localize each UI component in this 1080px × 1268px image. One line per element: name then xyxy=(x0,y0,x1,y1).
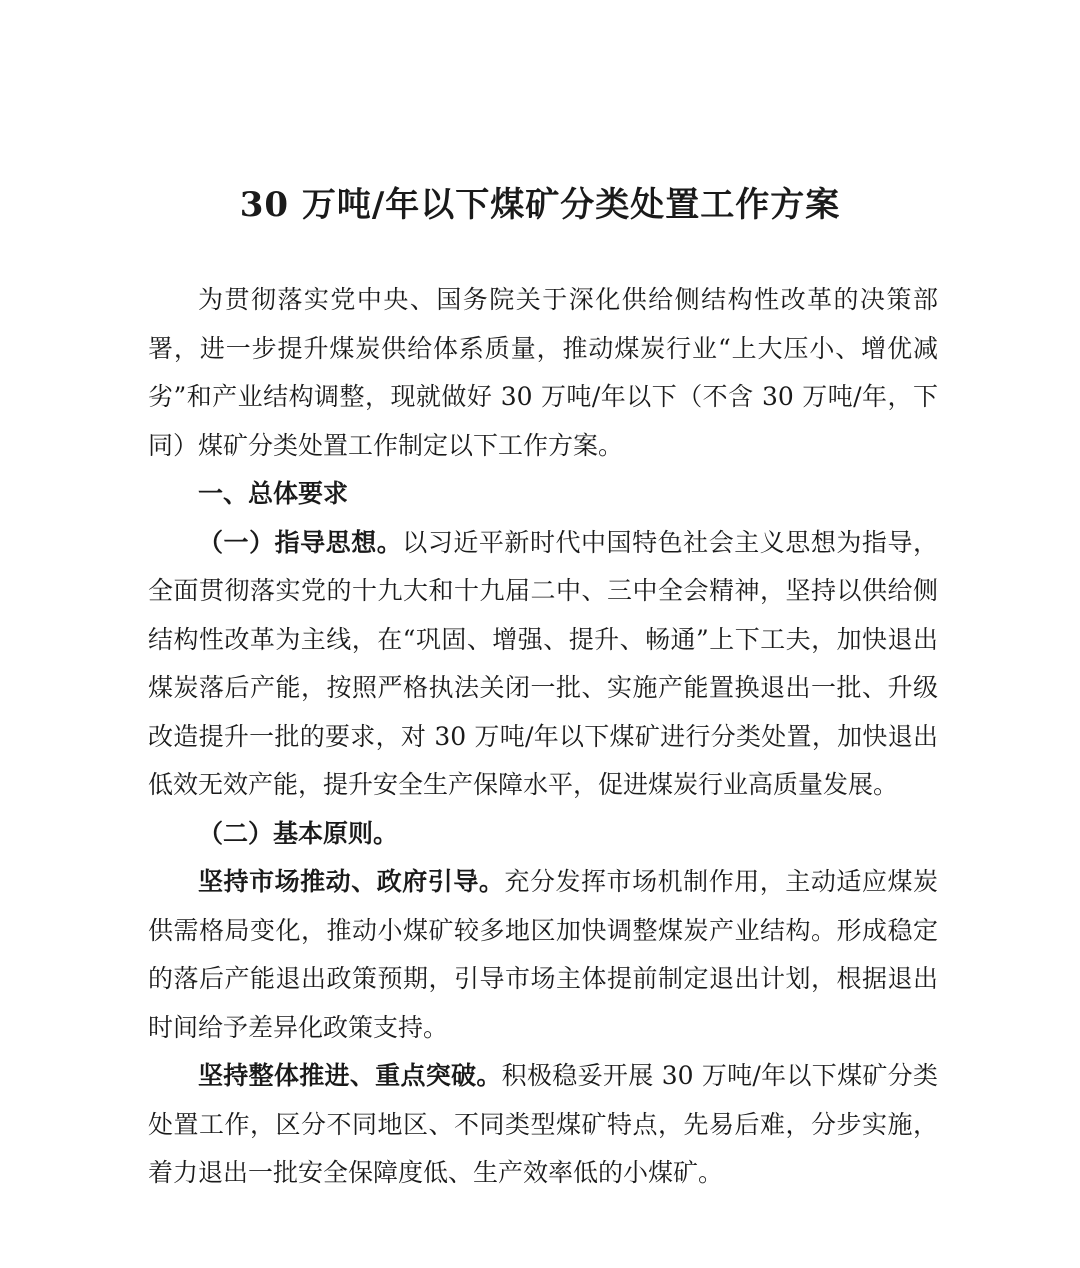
principle-market-paragraph xyxy=(148,858,938,1052)
principle-overall-lead: 坚持整体推进、重点突破。 xyxy=(198,1061,502,1090)
guiding-ideology-text: 以习近平新时代中国特色社会主义思想为指导，全面贯彻落实党的十九大和十九届二中、三中全会精神，坚持以供给侧结构性改革为主线，在“巩固、增强、提升、畅通”上下工夫，加快退出煤炭落后产能，按照严格执法关闭一批、实施产能置换退出一批、升级改造提升一批的要求，对 30 万吨/年以下煤矿进行分类处置，加快退出低效无效产能，提升安全生产保障水平，促进煤炭行业高质量发展。 xyxy=(148,527,938,799)
principle-overall-text: 积极稳妥开展 30 万吨/年以下煤矿分类处置工作，区分不同地区、不同类型煤矿特点，先易后难，分步实施，着力退出一批安全保障度低、生产效率低的小煤矿。 xyxy=(148,1061,938,1187)
document-body xyxy=(148,276,938,1198)
guiding-ideology-lead: （一）指导思想。 xyxy=(198,527,403,557)
document-title: 30 万吨/年以下煤矿分类处置工作方案 xyxy=(239,185,841,225)
principle-overall-paragraph xyxy=(148,1052,938,1198)
principle-market-lead: 坚持市场推动、政府引导。 xyxy=(198,867,505,896)
principle-market-text: 充分发挥市场机制作用，主动适应煤炭供需格局变化，推动小煤矿较多地区加快调整煤炭产业结构。形成稳定的落后产能退出政策预期，引导市场主体提前制定退出计划，根据退出时间给予差异化政策支持。 xyxy=(148,867,938,1042)
intro-paragraph: 为贯彻落实党中央、国务院关于深化供给侧结构性改革的决策部署，进一步提升煤炭供给体系质量，推动煤炭行业“上大压小、增优减劣”和产业结构调整，现就做好 30 万吨/年以下（不含 30 万吨/年，下同）煤矿分类处置工作制定以下工作方案。 xyxy=(148,285,938,460)
guiding-ideology-paragraph xyxy=(148,519,938,810)
subsection-heading-basic-principles: （二）基本原则。 xyxy=(198,818,399,848)
section-heading-general-requirements: 一、总体要求 xyxy=(198,479,349,508)
